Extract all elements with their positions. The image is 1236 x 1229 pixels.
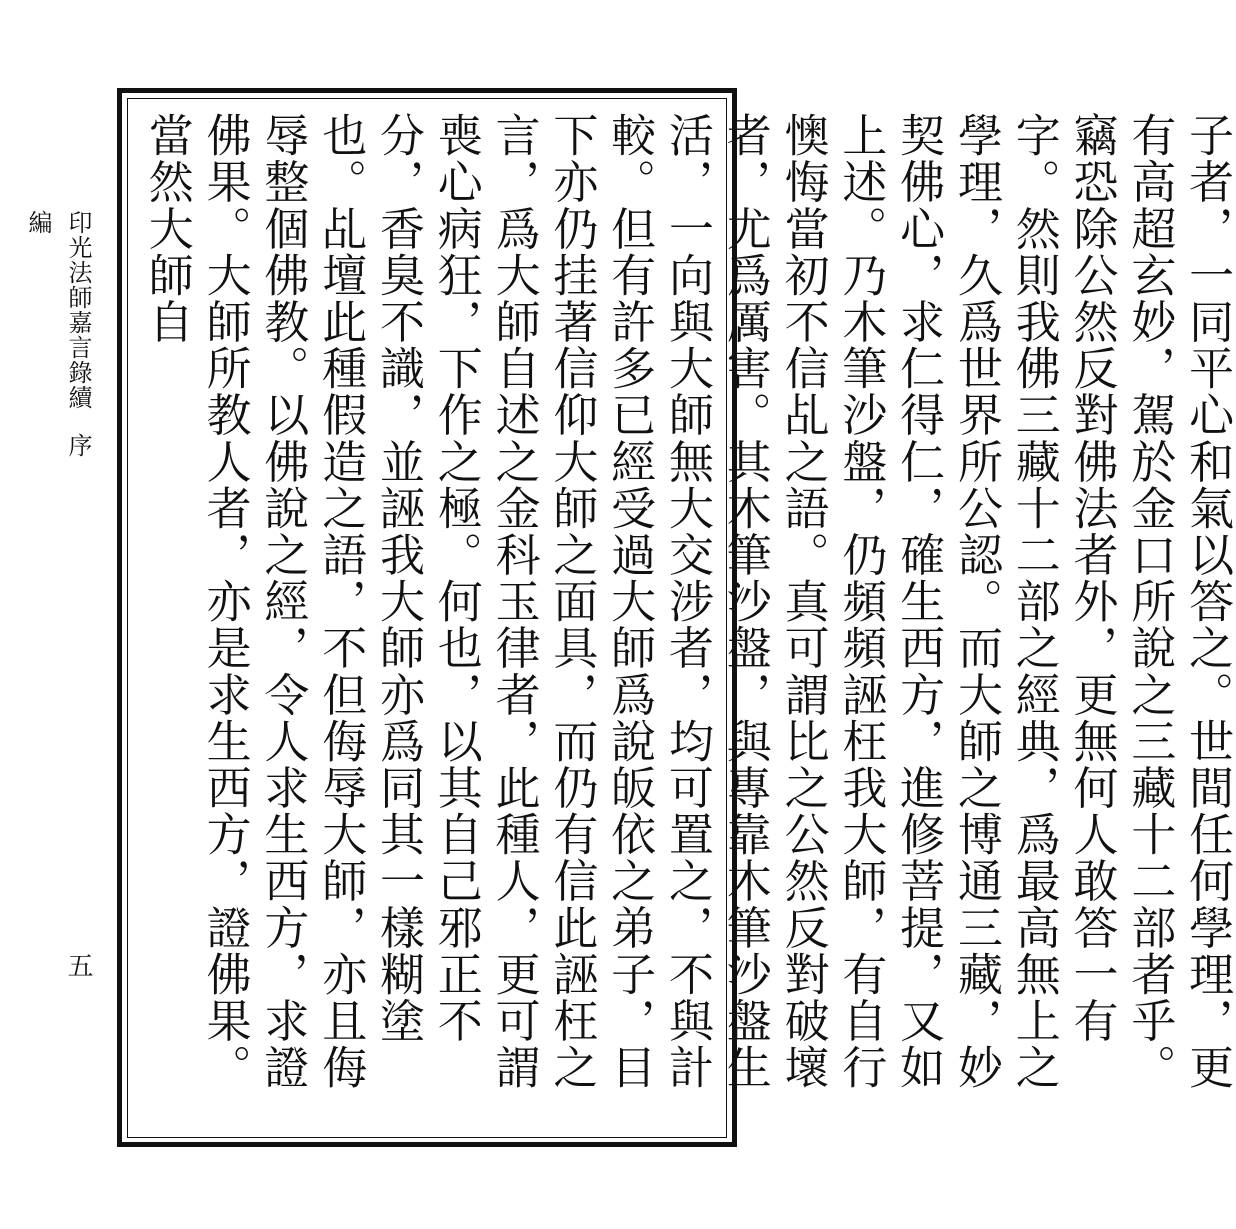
running-title: 印光法師嘉言錄續編 xyxy=(24,210,92,410)
page-number: 五 xyxy=(63,952,93,978)
section-label: 序 xyxy=(64,433,92,457)
text-area xyxy=(138,112,1235,1130)
body-text: 子者，一同平心和氣以答之。世間任何學理，更有高超玄妙，駕於金口所說之三藏十二部者乎。竊恐除公然反對佛法者外，更無何人敢答一有字。然則我佛三藏十二部之經典，爲最高無上之學理，久爲世界所公認。而大師之博通三藏，妙契佛心，求仁得仁，確生西方，進修菩提，又如上述。乃木筆沙盤，仍頻頻誣枉我大師，有自行懊悔當初不信乩之語。真可謂比之公然反對破壞者，尤爲厲害。其木筆沙盤，與專靠木筆沙盤生活，一向與大師無大交涉者，均可置之，不與計較。但有許多已經受過大師爲說皈依之弟子，目下亦仍挂著信仰大師之面具，而仍有信此誣枉之言，爲大師自述之金科玉律者，此種人，更可謂喪心病狂，下作之極。何也，以其自己邪正不分，香臭不識，並誣我大師亦爲同其一樣糊塗也。乩壇此種假造之語，不但侮辱大師，亦且侮辱整個佛教。以佛說之經，令人求生西方，求證佛果。大師所教人者，亦是求生西方，證佛果。當然大師自 xyxy=(140,112,1235,1091)
